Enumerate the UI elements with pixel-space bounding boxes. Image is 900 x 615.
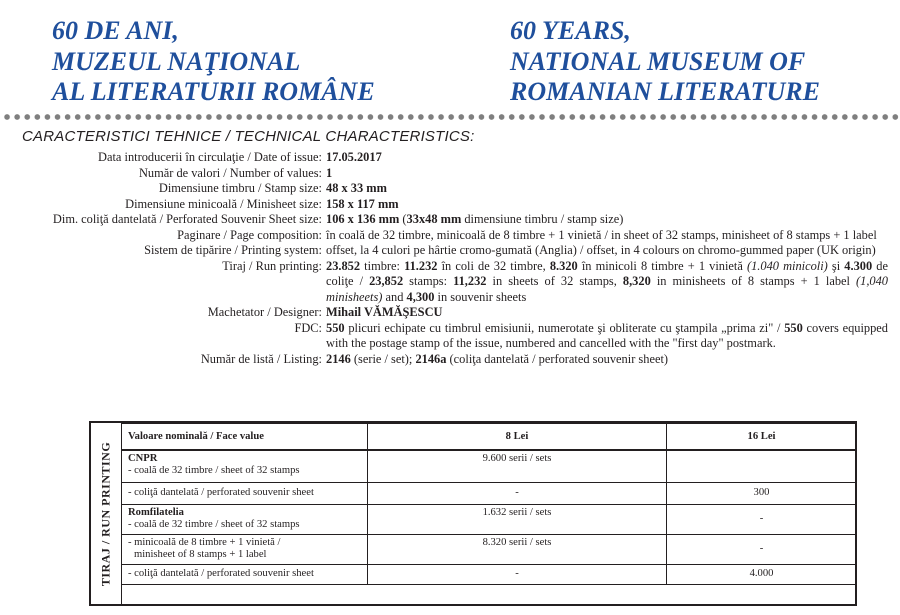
face-value-table [121,423,857,585]
table-row [122,504,857,534]
column-header: 16 Lei [667,424,857,451]
spec-value: offset, la 4 culori pe hârtie cromo-gumată (Anglia) / offset, in 4 colours on chromo-gummed paper (UK origin) [326,243,876,257]
table-row [122,564,857,584]
spec-printing-system [0,243,900,259]
spec-value: 2146 (serie / set); 2146a (coliţa dantelată / perforated souvenir sheet) [326,351,669,366]
run-printing-table [89,421,857,606]
spec-stamp-size [0,181,900,197]
cell-8-lei: 9.600 serii / sets [368,450,667,482]
title-ro-line-2: MUZEUL NAŢIONAL [52,46,301,76]
spec-designer [0,305,900,321]
title-ro-line-1: 60 DE ANI, [52,16,179,45]
spec-label: Dimensiune minicoală / Minisheet size: [125,196,322,211]
cell-8-lei: 1.632 serii / sets [368,504,667,534]
title-en-line-2: NATIONAL MUSEUM OF [510,46,806,76]
spec-souvenir-sheet [0,212,900,228]
table-row [122,482,857,504]
run-printing-side-label: TIRAJ / RUN PRINTING [91,423,122,604]
spec-minisheet [0,197,900,213]
spec-value: în coală de 32 timbre, minicoală de 8 timbre + 1 vinietă / in sheet of 32 stamps, minisheet of 8 stamps + 1 label [326,227,877,242]
spec-label: Dimensiune timbru / Stamp size: [158,181,322,195]
spec-value: 158 x 117 mm [326,196,399,211]
cell-16-lei: - [667,504,857,534]
cell-8-lei: 8.320 serii / sets [368,534,667,564]
cell-16-lei: - [667,534,857,564]
spec-value: 48 x 33 mm [326,181,387,195]
table-row [122,534,857,564]
spec-listing [0,352,900,368]
cell-8-lei: - [368,482,667,504]
table-header-row [122,424,857,451]
spec-label: Sistem de tipărire / Printing system: [144,243,322,257]
spec-label: FDC: [294,320,322,335]
column-header: 8 Lei [368,424,667,451]
spec-label: Machetator / Designer: [207,305,322,319]
spec-label: Tiraj / Run printing: [222,258,322,273]
row-label: Romfilatelia - coală de 32 timbre / sheet of 32 stamps [122,504,368,534]
spec-run-printing [0,259,900,306]
section-title: CARACTERISTICI TEHNICE / TECHNICAL CHARACTERISTICS: [22,128,475,145]
spec-values [0,166,900,182]
title-ro-line-3: AL LITERATURII ROMÂNE [52,77,375,106]
spec-page-composition [0,228,900,244]
spec-fdc [0,321,900,352]
cell-16-lei: 4.000 [667,564,857,584]
spec-label: Număr de listă / Listing: [200,351,322,366]
title-english [510,16,820,108]
spec-label: Număr de valori / Number of values: [138,165,322,180]
spec-value: 23.852 timbre: 11.232 în coli de 32 timbre, 8.320 în minicoli 8 timbre + 1 vinietă (1.040 minicoli) şi 4.300 de coliţe / 23,852 stamps: 11,232 in sheets of 32 stamps, 8,320 in minisheets of 8 stamps + 1 label (1,040 minisheets) and 4,300 in souvenir sheets [326,258,889,304]
spec-value: 550 plicuri echipate cu timbrul emisiunii, numerotate şi obliterate cu ştampila „prima zi" / 550 covers equipped with the postage stamp of the issue, numbered and cancelled with the "first day" postmark. [326,320,889,350]
title-romanian [52,16,375,108]
spec-value: Mihail VĂMĂŞESCU [326,305,443,319]
title-en-line-3: ROMANIAN LITERATURE [510,77,820,106]
cell-16-lei [667,450,857,482]
spec-value: 1 [326,165,333,180]
cell-8-lei: - [368,564,667,584]
spec-value: 17.05.2017 [326,150,382,164]
column-header: Valoare nominală / Face value [122,424,368,451]
spec-label: Data introducerii în circulaţie / Date of issue: [98,150,322,164]
spec-date [0,150,900,166]
row-label: - coliţă dantelată / perforated souvenir sheet [122,564,368,584]
spec-label: Dim. coliţă dantelată / Perforated Souvenir Sheet size: [52,212,322,226]
row-label: - coliţă dantelată / perforated souvenir sheet [122,482,368,504]
row-label: CNPR - coală de 32 timbre / sheet of 32 stamps [122,450,368,482]
table-row [122,450,857,482]
technical-specs [0,150,900,367]
cell-16-lei: 300 [667,482,857,504]
spec-label: Paginare / Page composition: [177,227,322,242]
dotted-divider [0,112,900,122]
spec-value: 106 x 136 mm (33x48 mm dimensiune timbru / stamp size) [326,212,624,226]
row-label: - minicoală de 8 timbre + 1 vinietă / minisheet of 8 stamps + 1 label [122,534,368,564]
title-en-line-1: 60 YEARS, [510,16,631,45]
